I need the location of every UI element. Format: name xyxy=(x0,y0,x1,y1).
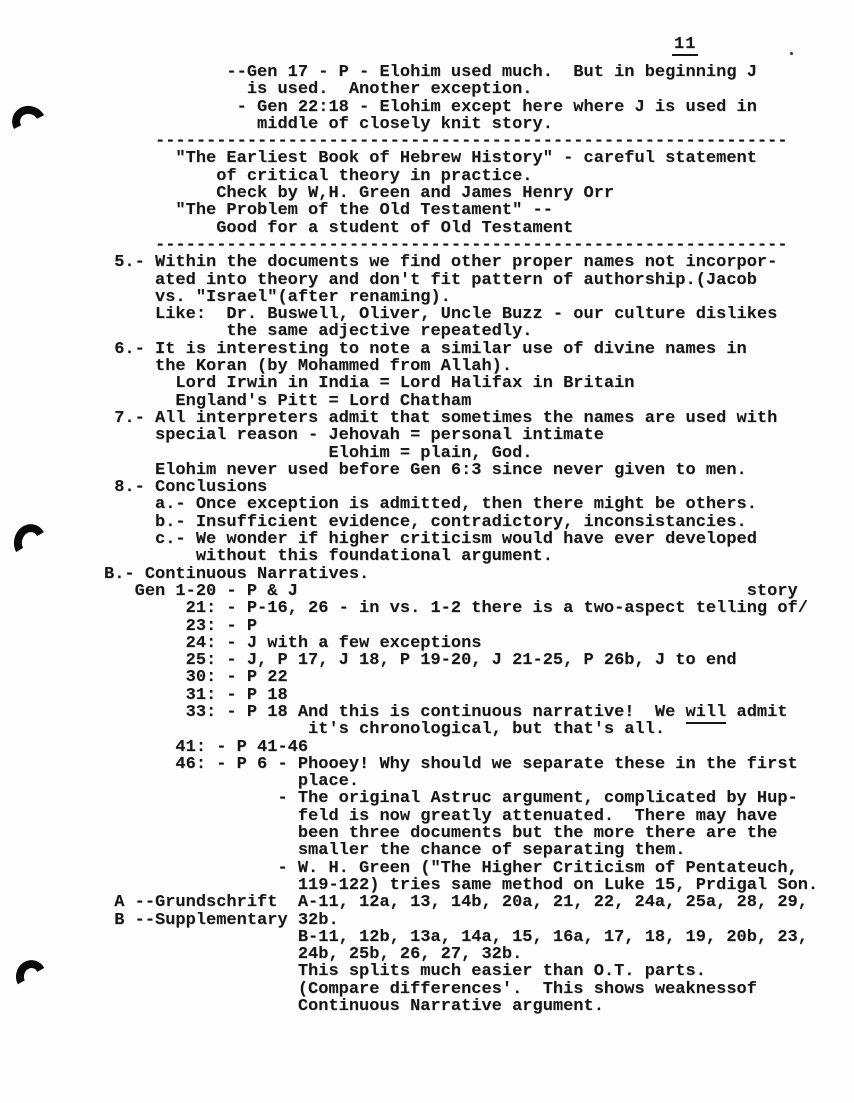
text-line: 8.- Conclusions xyxy=(2,478,268,498)
text-line: ated into theory and don't fit pattern of authorship.(Jacob xyxy=(2,270,757,290)
text-line: Continuous Narrative argument. xyxy=(2,997,604,1017)
text-line: Good for a student of Old Testament xyxy=(2,218,574,238)
text-line: 46: - P 6 - Phooey! Why should we separate these in the first xyxy=(2,754,798,774)
text-line: 41: - P 41-46 xyxy=(2,737,309,757)
text-line: -------------------------------------------------------------- xyxy=(2,132,788,152)
text-line: place. xyxy=(2,772,360,792)
text-line: 24: - J with a few exceptions xyxy=(2,633,482,653)
text-line: -------------------------------------------------------------- xyxy=(2,235,788,255)
text-line: it's chronological, but that's all. xyxy=(2,720,666,740)
text-line: B.- Continuous Narratives. xyxy=(2,564,370,584)
text-line: - The original Astruc argument, complicated by Hup- xyxy=(2,789,798,809)
text-line: B-11, 12b, 13a, 14a, 15, 16a, 17, 18, 19, 20b, 23, xyxy=(2,927,808,947)
page-number: 11 xyxy=(672,36,698,56)
text-line: Gen 1-20 - P & J story xyxy=(2,581,798,601)
underlined-text: will xyxy=(685,702,727,722)
text-line: Check by W,H. Green and James Henry Orr xyxy=(2,184,615,204)
text-line: c.- We wonder if higher criticism would have ever developed xyxy=(2,530,757,550)
text-line: - W. H. Green ("The Higher Criticism of Pentateuch, xyxy=(2,858,798,878)
text-line: Lord Irwin in India = Lord Halifax in Britain xyxy=(2,374,635,394)
dust-speck xyxy=(790,52,793,55)
text-line: b.- Insufficient evidence, contradictory, inconsistancies. xyxy=(2,512,747,532)
text-line: A --Grundschrift A-11, 12a, 13, 14b, 20a, 21, 22, 24a, 25a, 28, 29, xyxy=(2,893,808,913)
text-line: B --Supplementary 32b. xyxy=(2,910,339,930)
text-line: 23: - P xyxy=(2,616,258,636)
text-line: 5.- Within the documents we find other proper names not incorpor- xyxy=(2,253,778,273)
text-line: This splits much easier than O.T. parts. xyxy=(2,962,706,982)
text-line: 24b, 25b, 26, 27, 32b. xyxy=(2,945,523,965)
text-line: 21: - P-16, 26 - in vs. 1-2 there is a two-aspect telling of/ xyxy=(2,599,808,619)
text-line: Like: Dr. Buswell, Oliver, Uncle Buzz - our culture dislikes xyxy=(2,305,778,325)
text-line: of critical theory in practice. xyxy=(2,166,533,186)
text-line: 7.- All interpreters admit that sometimes the names are used with xyxy=(2,408,778,428)
text-line: without this foundational argument. xyxy=(2,547,553,567)
text-line: 6.- It is interesting to note a similar use of divine names in xyxy=(2,339,747,359)
text-line: 33: - P 18 And this is continuous narrative! We will admit xyxy=(2,702,788,722)
text-line: "The Problem of the Old Testament" -- xyxy=(2,201,553,221)
document-lines xyxy=(2,64,818,1015)
text-line: is used. Another exception. xyxy=(2,80,533,100)
text-line: 119-122) tries same method on Luke 15, Prdigal Son. xyxy=(2,875,819,895)
text-line: feld is now greatly attenuated. There may have xyxy=(2,806,778,826)
text-line: the Koran (by Mohammed from Allah). xyxy=(2,357,513,377)
text-line: middle of closely knit story. xyxy=(2,114,553,134)
text-line: smaller the chance of separating them. xyxy=(2,841,686,861)
text-line: Elohim = plain, God. xyxy=(2,443,533,463)
text-line: special reason - Jehovah = personal intimate xyxy=(2,426,604,446)
text-line: (Compare differences'. This shows weaknessof xyxy=(2,979,757,999)
text-line: been three documents but the more there are the xyxy=(2,824,778,844)
text-line: "The Earliest Book of Hebrew History" - careful statement xyxy=(2,149,757,169)
text-line: 31: - P 18 xyxy=(2,685,288,705)
text-line: - Gen 22:18 - Elohim except here where J is used in xyxy=(2,97,757,117)
text-line: the same adjective repeatedly. xyxy=(2,322,533,342)
text-line: a.- Once exception is admitted, then there might be others. xyxy=(2,495,757,515)
text-line: vs. "Israel"(after renaming). xyxy=(2,287,451,307)
text-line: 30: - P 22 xyxy=(2,668,288,688)
text-line: --Gen 17 - P - Elohim used much. But in beginning J xyxy=(2,63,757,82)
text-line: England's Pitt = Lord Chatham xyxy=(2,391,472,411)
text-line: Elohim never used before Gen 6:3 since never given to men. xyxy=(2,460,747,480)
text-line: 25: - J, P 17, J 18, P 19-20, J 21-25, P 26b, J to end xyxy=(2,651,737,671)
